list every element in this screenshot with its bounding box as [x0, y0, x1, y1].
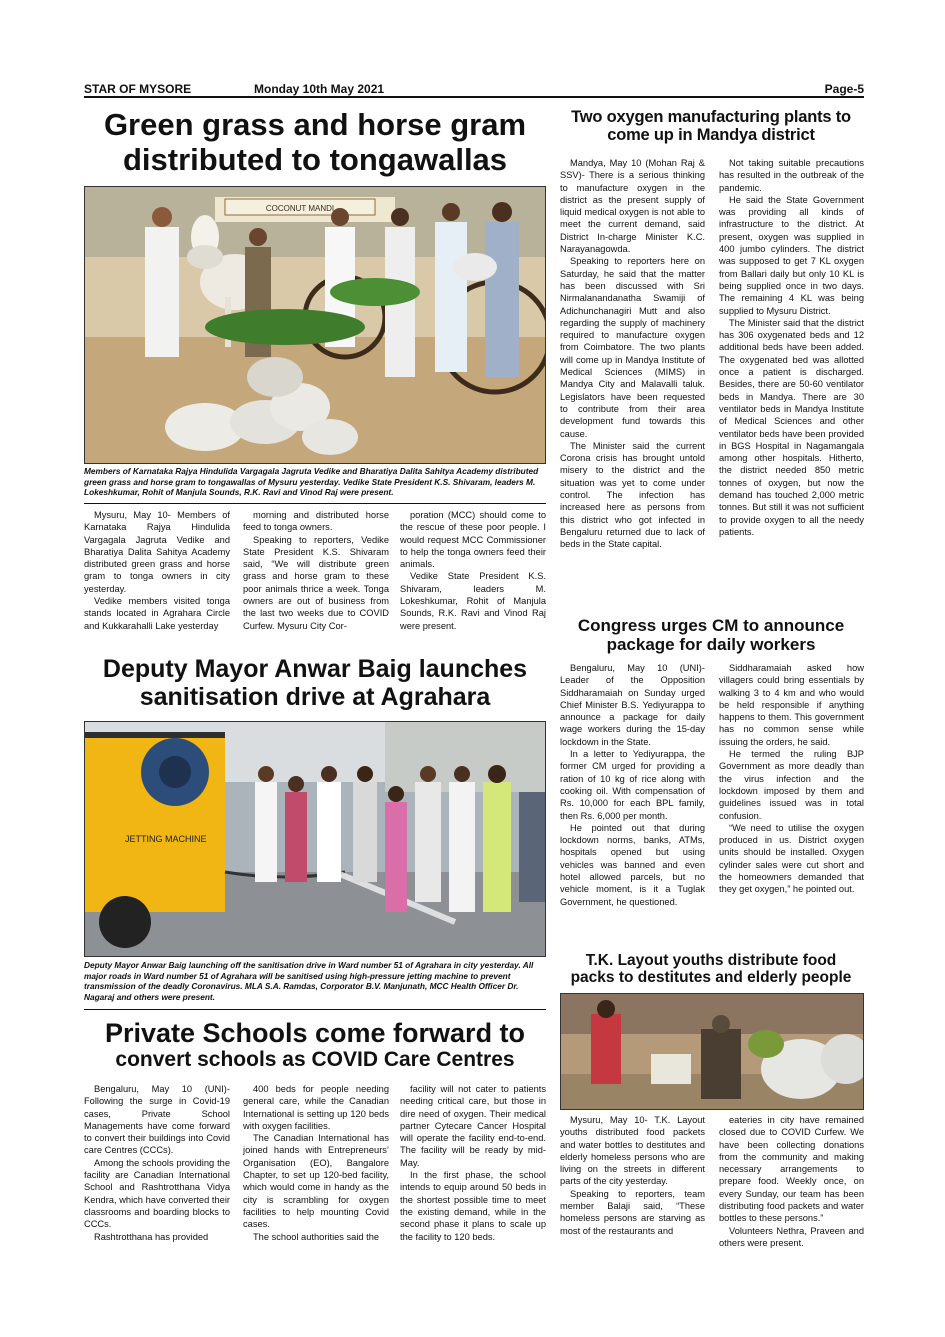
story5-headline-line2: package for daily workers	[606, 635, 816, 655]
story2-photo	[84, 721, 546, 957]
mandi-banner-text: COCONUT MANDI	[265, 204, 335, 213]
story1-column-1	[84, 509, 230, 632]
story1-headline-line2: distributed to tongawallas	[122, 141, 508, 177]
story6-headline	[558, 952, 864, 987]
paragraph: facility will not cater to patients needing critical care, but those in dire need of oxygen. Their medical partner Cytecare Cancer Hospital will operate the facility end-to-end. The facility will be ready by mid-May.	[400, 1084, 546, 1168]
story5-headline-line1: Congress urges CM to announce	[577, 616, 845, 635]
paragraph: Mysuru, May 10- Members of Karnataka Rajya Hindulida Vargagala Jagruta Vedike and Bharatiya Dalita Sahitya Academy distributed green grass and horse gram to tonga owners in city yesterday.	[84, 510, 230, 594]
story1-caption: Members of Karnataka Rajya Hindulida Vargagala Jagruta Vedike and Bharatiya Dalita Sahitya Academy distributed green grass and horse gram to tongawallas of Mysuru yesterday. Vedike State President K.S. Shivaram, leaders M. Lokeshkumar, Rohit of Manjula Sounds, R.K. Ravi and Vinod Raj were present.	[84, 466, 539, 498]
story5-column-2	[719, 662, 864, 896]
story1-photo	[84, 186, 546, 464]
paragraph: Not taking suitable precautions has resulted in the outbreak of the pandemic.	[719, 158, 864, 193]
paragraph: Speaking to reporters, team member Balaji said, “These homeless persons are starving as most of the restaurants and	[560, 1188, 705, 1236]
story1-column-2	[243, 509, 389, 632]
story3-headline	[84, 1018, 546, 1072]
paragraph: 400 beds for people needing general care, while the Canadian International is setting up 120 beds with oxygen facilities.	[243, 1084, 389, 1131]
paragraph: poration (MCC) should come to the rescue of these poor people. I would request MCC Commissioner to help the tonga owners feed their animals.	[400, 510, 546, 570]
story5-column-1	[560, 662, 705, 908]
newspaper-name: STAR OF MYSORE	[84, 82, 192, 96]
paragraph: He pointed out that during lockdown norms, banks, ATMs, hospitals opened but using vehicles was banned and even hotel allowed parcels, but no vehicle moment, is it a Tuglak Government, he questioned.	[560, 822, 705, 907]
paragraph: Rashtrotthana has provided	[94, 1231, 209, 1242]
story3-column-3	[400, 1083, 546, 1243]
paragraph: Speaking to reporters, Vedike State President K.S. Shivaram said, “We will distribute green grass and horse gram to these poor animals thrice a week. Tonga owners are out of business from the last two weeks due to COVID Curfew. Mysuru City Cor-	[243, 534, 389, 631]
story2-headline-line1: Deputy Mayor Anwar Baig launches	[102, 655, 528, 683]
paragraph: Volunteers Nethra, Praveen and others were present.	[719, 1225, 864, 1248]
story4-headline-line1: Two oxygen manufacturing plants to	[571, 108, 851, 126]
paragraph: The Minister said that the district has 306 oxygenated beds and 12 additional beds have been added. The oxygenated bed was allotted once a patient is discharged. Besides, there are 50-60 ventilator beds in Mandya. There are 30 ventilator beds in Mandya Institute of Medical Sciences and other ventilator beds have been provided in BGS Hospital in Nagamangala among other hospitals. Hitherto, the district needed 850 metric tonnes of oxygen, but now the demand has touched 2,000 metric tonnes. But still it was not sufficient to provide oxygen to all the needy patients.	[719, 317, 864, 537]
paragraph: Speaking to reporters here on Saturday, he said that the matter has been discussed with Sri Nirmalanandanatha Swamiji of Adichunchanagiri Mutt and also regarding the supply of machinery required to manufacture oxygen from Coimbatore. The two plants will come up in Mandya Institute of Medical Sciences (MIMS) in Mandya City and Malavalli taluk. Legislators have been requested to contribute from their area development fund towards this cause.	[560, 256, 705, 439]
paragraph: Among the schools providing the facility are Canadian International School and Rashtrotthana Vidya Kendra, which have converted their classrooms and boarding blocks to CCCs.	[84, 1157, 230, 1230]
paragraph: Bengaluru, May 10 (UNI)- Leader of the Opposition Siddharamaiah on Sunday urged Chief Minister B.S. Yediyurappa to announce a package for daily wage workers during the 15-day lockdown in the State.	[560, 663, 705, 747]
story3-column-1	[84, 1083, 230, 1243]
masthead	[84, 80, 864, 98]
story2-headline-line2: sanitisation drive at Agrahara	[139, 683, 491, 711]
story6-column-2	[719, 1114, 864, 1249]
story6-headline-line1: T.K. Layout youths distribute food	[585, 952, 837, 969]
story3-headline-line1: Private Schools come forward to	[104, 1018, 526, 1048]
paragraph: Siddharamaiah asked how villagers could bring essentials by walking 3 to 4 km and who would be held responsible if anything happens to them. This government has no common sense while issuing the orders, he said.	[719, 663, 864, 747]
paragraph: morning and distributed horse feed to tonga owners.	[243, 510, 389, 533]
story6-column-1	[560, 1114, 705, 1237]
paragraph: Bengaluru, May 10 (UNI)- Following the surge in Covid-19 cases, Private School Managements have come forward to convert their buildings into Covid care Centres (CCCs).	[84, 1084, 230, 1156]
paragraph: The school authorities said the	[253, 1231, 380, 1242]
story1-column-3	[400, 509, 546, 632]
page-number: Page-5	[824, 82, 864, 96]
story4-column-2	[719, 157, 864, 538]
paragraph: The Minister said the current Corona crisis has brought untold misery to the district and the situation was yet to come under control. The infection has increased here as persons from this district who got infected in Bengaluru returned due to lack of beds in the State capital.	[560, 440, 705, 550]
jetting-machine-text: JETTING MACHINE	[125, 834, 207, 844]
story3-headline-line2: convert schools as COVID Care Centres	[115, 1048, 515, 1072]
paragraph: eateries in city have remained closed due to COVID Curfew. We have been collecting donations from the community and making necessary arrangements to prepare food. Weekly once, on every Sunday, our team has been distributing food packets and water bottles to these persons.”	[719, 1115, 864, 1224]
story2-caption: Deputy Mayor Anwar Baig launching off the sanitisation drive in Ward number 51 of Agrahara in city yesterday. All major roads in Ward number 51 of Agrahara will be sanitised using high-pressure jetting machine to prevent transmission of the deadly Coronavirus. MLA S.A. Ramdas, Corporator B.V. Manjunath, MCC Health Officer Dr. Nagaraj and others were present.	[84, 960, 534, 1002]
paragraph: He said the State Government was providing all kinds of infrastructure to the district. At present, oxygen was supplied in 400 jumbo cylinders. The district was supposed to get 7 KL oxygen from Ballari daily but only 10 KL is being supplied once in two days. The remaining 4 KL was being supplied to Mysuru District.	[719, 194, 864, 316]
story5-headline	[558, 616, 864, 654]
paragraph: Mandya, May 10 (Mohan Raj & SSV)- There is a serious thinking to manufacture oxygen in the district as the present supply of liquid medical oxygen is not able to meet the current demand, said District In-charge Minister K.C. Narayanagowda.	[560, 158, 705, 255]
paragraph: He termed the ruling BJP Government as more deadly than the virus infection and the lockdown imposed by them and guidelines issued was in total confusion.	[719, 749, 864, 821]
story6-photo	[560, 993, 864, 1110]
story1-caption-rule	[84, 503, 546, 504]
story4-column-1	[560, 157, 705, 551]
story2-caption-rule	[84, 1009, 546, 1010]
paragraph: Vedike State President K.S. Shivaram, leaders M. Lokeshkumar, Rohit of Manjula Sounds, R.K. Ravi and Vinod Raj were present.	[400, 571, 546, 631]
story1-headline-line1: Green grass and horse gram	[103, 107, 527, 142]
sanitisation-photo-illustration	[85, 722, 546, 957]
story4-headline-line2: come up in Mandya district	[607, 126, 815, 145]
paragraph: Mysuru, May 10- T.K. Layout youths distributed food packets and water bottles to destitutes and elderly homeless persons who are living on the streets in different parts of the city yesterday.	[560, 1115, 705, 1187]
paragraph: “We need to utilise the oxygen produced in us. District oxygen units should be installed. Oxygen cylinder sales were cut short and the homeowners demanded that they get oxygen,” he pointed out.	[719, 822, 864, 895]
paragraph: In a letter to Yediyurappa, the former CM urged for providing a ration of 10 kg of rice along with cooking oil. With compensation of Rs. 10,000 for each BPL family, then Rs. 6,000 per month.	[560, 749, 705, 821]
paragraph: Vedike members visited tonga stands located in Agrahara Circle and Kukkarahalli Lake yesterday	[84, 596, 230, 631]
story1-headline	[84, 108, 546, 177]
tonga-photo-illustration	[85, 187, 546, 464]
paragraph: In the first phase, the school intends to equip around 50 beds in the shortest possible time to meet the existing demand, while in the second phase it plans to scale up the facility to 120 beds.	[400, 1170, 546, 1242]
issue-date: Monday 10th May 2021	[254, 82, 385, 96]
story3-column-2	[243, 1083, 389, 1243]
story6-headline-line2: packs to destitutes and elderly people	[570, 969, 852, 987]
paragraph: The Canadian International has joined hands with Entrepreneurs’ Organisation (EO), Bangalore Chapter, to set up 120-bed facility, which would come in handy as the city is scrambling for oxygen facilities to help mounting Covid cases.	[243, 1133, 389, 1230]
story2-headline	[84, 655, 546, 711]
story4-headline	[558, 108, 864, 145]
food-distribution-photo-illustration	[561, 994, 864, 1110]
